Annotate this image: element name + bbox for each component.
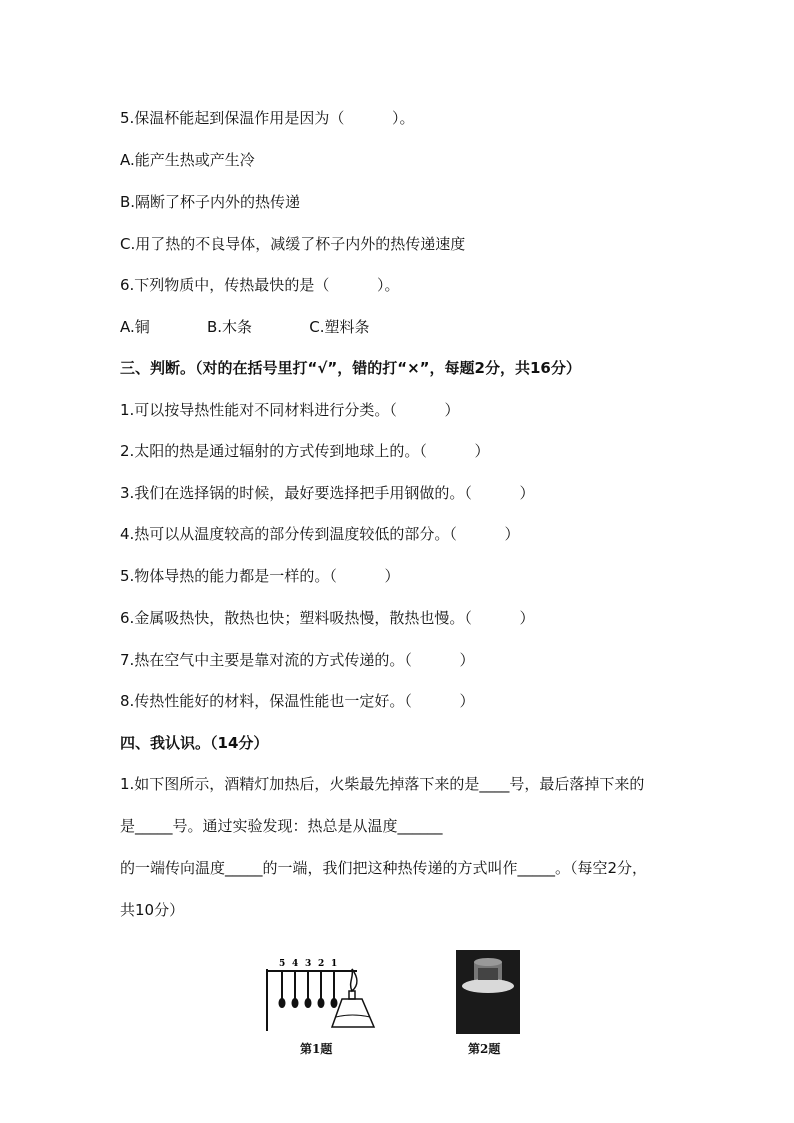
lamp-liquid-line [336,1015,370,1017]
fill-question-line-1: 1.如下图所示，酒精灯加热后，火柴最先掉落下来的是____号，最后落掉下来的 [120,775,645,793]
figure-1-drawing [262,955,382,1035]
match-number-3: 3 [305,959,312,969]
judgment-5: 5.物体导热的能力都是一样的。（ ） [120,567,400,585]
judgment-2: 2.太阳的热是通过辐射的方式传到地球上的。（ ） [120,442,490,460]
cup-rim [474,958,502,966]
lamp-wick-holder [349,991,355,999]
judgment-6: 6.金属吸热快，散热也快；塑料吸热慢，散热也慢。（ ） [120,609,535,627]
section-3-heading: 三、判断。（对的在括号里打“√”，错的打“×”，每题2分，共16分） [120,359,581,377]
fill-question-line-3: 的一端传向温度_____的一端，我们把这种热传递的方式叫作_____。（每空2分， [120,859,648,877]
question-5-option-b: B.隔断了杯子内外的热传递 [120,193,301,211]
match-number-4: 4 [292,959,299,969]
figure-1-caption: 第1题 [300,1042,333,1056]
match-4-head [293,999,298,1007]
question-6-stem: 6.下列物质中，传热最快的是（ ）。 [120,276,400,294]
cup-shadow [478,968,498,980]
question-5-stem: 5.保温杯能起到保温作用是因为（ ）。 [120,109,415,127]
match-number-2: 2 [318,959,325,969]
match-1-head [332,999,337,1007]
figure-2-caption: 第2题 [468,1042,501,1056]
judgment-4: 4.热可以从温度较高的部分传到温度较低的部分。（ ） [120,525,520,543]
section-4-heading: 四、我认识。（14分） [120,734,269,752]
match-number-1: 1 [331,959,338,969]
saucer-icon [462,979,514,993]
judgment-1: 1.可以按导热性能对不同材料进行分类。（ ） [120,401,460,419]
match-2-head [319,999,324,1007]
alcohol-lamp-icon [332,999,374,1027]
match-number-5: 5 [279,959,286,969]
match-5-head [280,999,285,1007]
figure-2-drawing [456,950,520,1034]
fill-question-line-2: 是_____号。通过实验发现：热总是从温度______ [120,817,443,835]
judgment-3: 3.我们在选择锅的时候，最好要选择把手用钢做的。（ ） [120,484,535,502]
question-5-option-a: A.能产生热或产生冷 [120,151,255,169]
question-5-option-c: C.用了热的不良导体，减缓了杯子内外的热传递速度 [120,235,466,253]
figure-1-alcohol-lamp-diagram [262,955,382,1035]
flame-icon [351,969,357,991]
judgment-7: 7.热在空气中主要是靠对流的方式传递的。（ ） [120,651,475,669]
match-3-head [306,999,311,1007]
judgment-8: 8.传热性能好的材料，保温性能也一定好。（ ） [120,692,475,710]
question-6-options: A.铜 B.木条 C.塑料条 [120,318,370,336]
fill-question-line-4: 共10分） [120,901,185,919]
figure-2-photo [456,950,520,1034]
